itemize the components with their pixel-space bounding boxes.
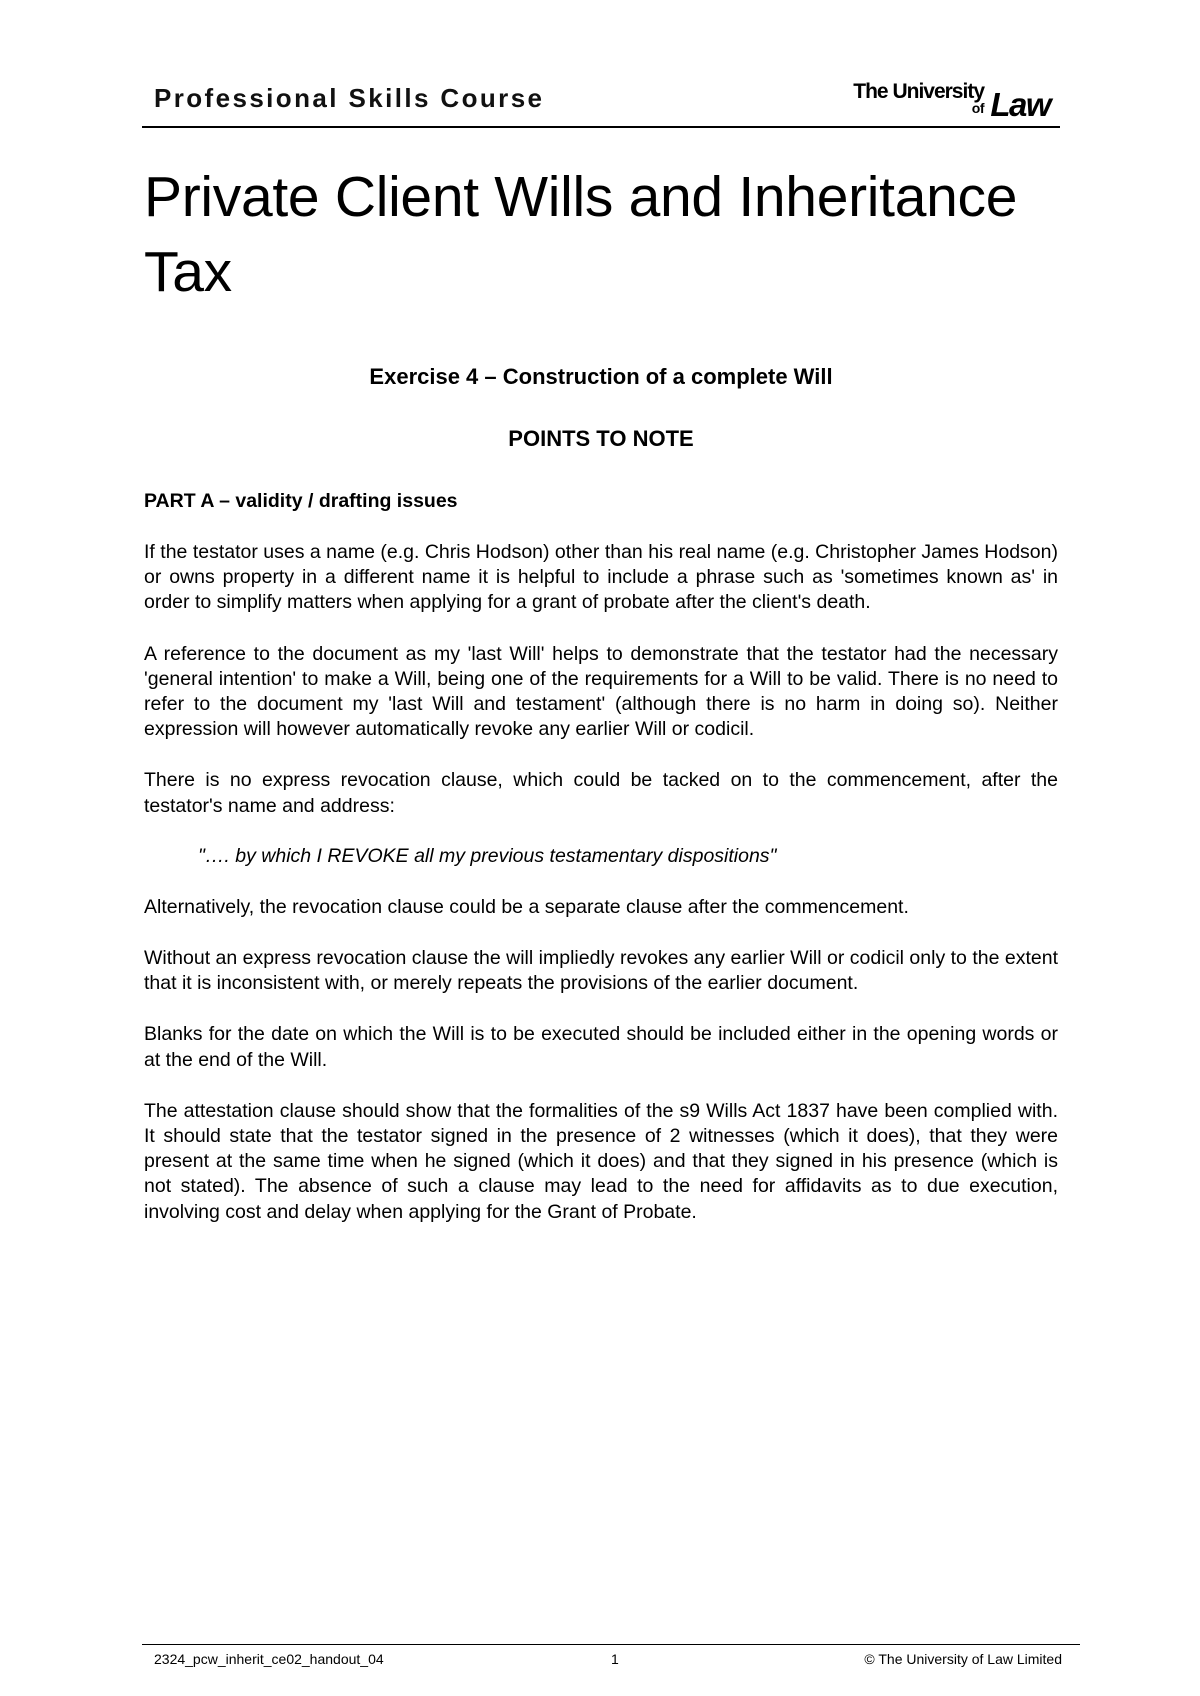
exercise-title: Exercise 4 – Construction of a complete Will [369,364,833,389]
page-footer [142,1644,1080,1665]
paragraph-last-will: A reference to the document as my 'last Will' helps to demonstrate that the testator had the necessary 'general intention' to make a Will, being one of the requirements for a Will to be valid. There is no need to refer to the document my 'last Will and testament' (although there is no harm in doing so). Neither expression will however automatically revoke any earlier Will or codicil. [144,642,1058,741]
document-body [144,160,1058,1225]
part-a-heading: PART A – validity / drafting issues [144,490,458,512]
copyright-notice: © The University of Law Limited [864,1651,1062,1667]
logo-text-law: Law [990,86,1050,123]
document-reference: 2324_pcw_inherit_ce02_handout_04 [154,1651,384,1667]
paragraph-alternative-clause: Alternatively, the revocation clause could be a separate clause after the commencement. [144,895,909,918]
paragraph-implied-revocation: Without an express revocation clause the will impliedly revokes any earlier Will or codicil only to the extent that it is inconsistent with, or merely repeats the provisions of the earlier document. [144,947,1058,995]
paragraph-attestation-clause: The attestation clause should show that the formalities of the s9 Wills Act 1837 have been complied with. It should state that the testator signed in the presence of 2 witnesses (which it does), that they were present at the same time when he signed (which it does) and that they signed in his presence (which is not stated). The absence of such a clause may lead to the need for affidavits as to due execution, involving cost and delay when applying for the Grant of Probate. [144,1099,1058,1223]
course-name: Professional Skills Course [154,83,545,113]
paragraph-revocation-clause: There is no express revocation clause, which could be tacked on to the commencement, after the testator's name and address: [144,769,1058,817]
university-logo [840,80,1050,123]
paragraph-date-blanks: Blanks for the date on which the Will is to be executed should be included either in the opening words or at the end of the Will. [144,1023,1058,1071]
revocation-quote: "…. by which I REVOKE all my previous testamentary dispositions" [198,844,777,867]
document-title: Private Client Wills and Inheritance Tax [144,165,1018,304]
logo-text-of: of [971,100,984,116]
page-number: 1 [611,1651,619,1667]
paragraph-name-usage: If the testator uses a name (e.g. Chris Hodson) other than his real name (e.g. Christopher James Hodson) or owns property in a different name it is helpful to include a phrase such as 'sometimes known as' in order to simplify matters when applying for a grant of probate after the client's death. [144,541,1058,614]
page-header [142,70,1060,128]
logo-text-university: The University [853,80,984,103]
points-to-note-heading: POINTS TO NOTE [508,426,694,451]
